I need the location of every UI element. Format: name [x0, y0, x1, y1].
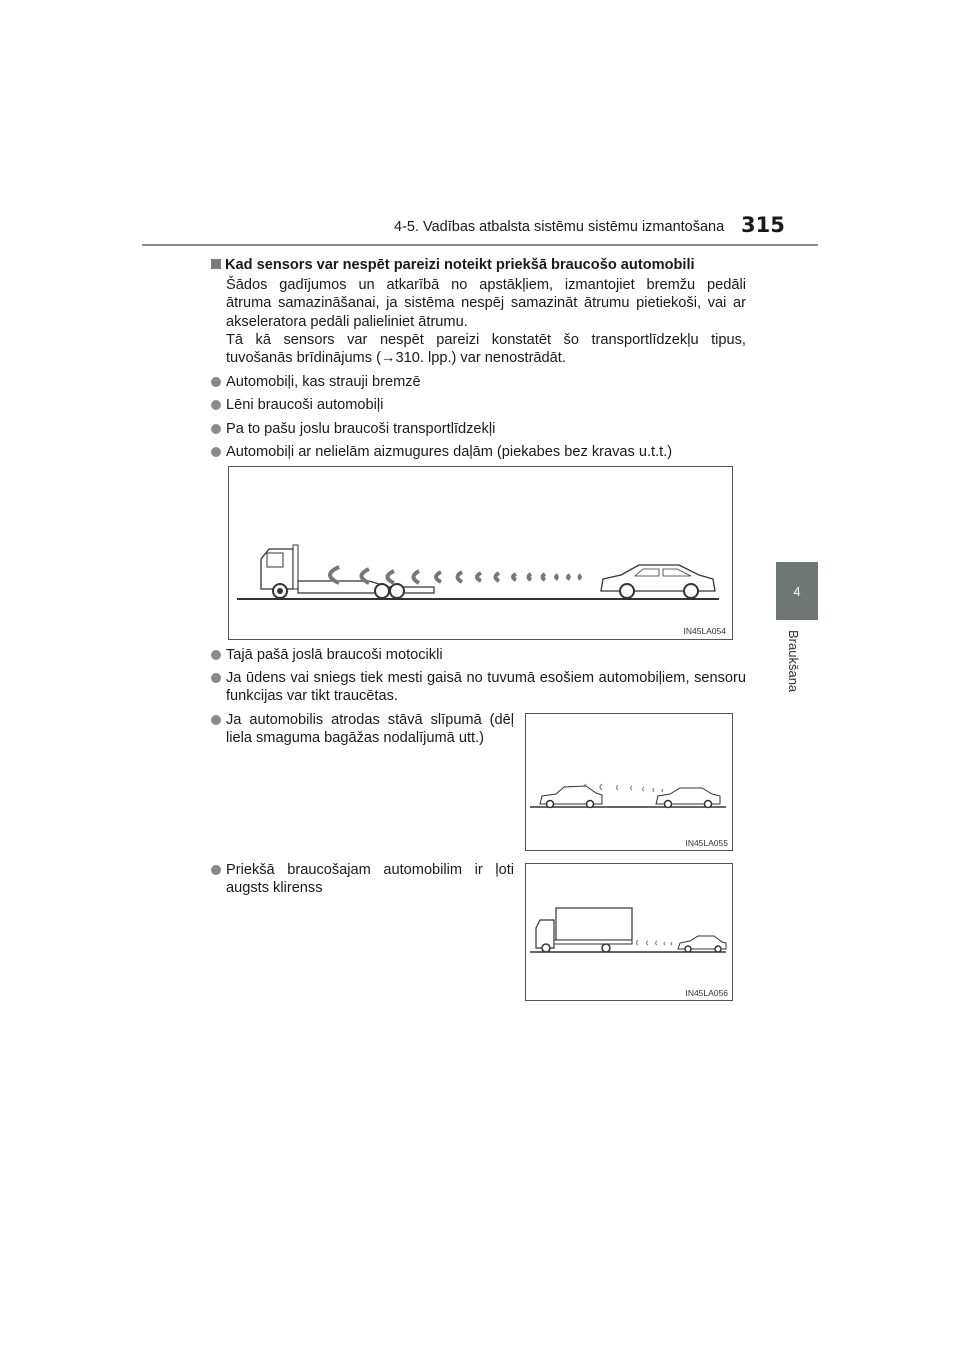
list-item: Ja ūdens vai sniegs tiek mesti gaisā no tuvumā esošiem automobiļiem, sensoru funkcijas var tikt traucētas.: [211, 669, 746, 705]
chapter-label: Braukšana: [786, 630, 801, 693]
paragraph-line: akseleratora pedāli palieliniet ātrumu.: [226, 313, 468, 330]
bullet-dot-icon: [211, 377, 221, 387]
slope-item: Ja automobilis atrodas stāvā slīpumā (dēļ liela smaguma bagāžas nodalījumā utt.): [211, 711, 514, 747]
slope-illustration: [526, 714, 732, 850]
paragraph-line: Tā kā sensors var nespēt pareizi konstatēt šo transportlīdzekļu tipus,: [226, 331, 746, 348]
main-content: [211, 256, 746, 461]
clearance-illustration: [526, 864, 732, 1000]
intro-paragraph: [226, 276, 746, 367]
figure-slope: [525, 713, 733, 851]
chapter-number: 4: [793, 583, 801, 599]
paragraph-line: Šādos gadījumos un atkarībā no apstākļiem, izmantojiet bremžu pedāli: [226, 277, 746, 294]
list-item: Lēni braucoši automobiļi: [211, 396, 746, 414]
clearance-item: Priekšā braucošajam automobilim ir ļoti augsts klirenss: [211, 861, 514, 897]
subhead-text: Kad sensors var nespēt pareizi noteikt priekšā braucošo automobili: [225, 257, 695, 273]
bullet-dot-icon: [211, 650, 221, 660]
figure-trailer: [228, 466, 733, 640]
bullet-dot-icon: [211, 400, 221, 410]
bullet-dot-icon: [211, 865, 221, 875]
square-bullet-icon: [211, 259, 221, 269]
bullet-dot-icon: [211, 447, 221, 457]
header-section: 4-5. Vadības atbalsta sistēmu sistēmu izmantošana: [394, 219, 725, 235]
figure-id: IN45LA055: [685, 838, 728, 848]
chapter-tab: [776, 562, 818, 620]
subhead: [211, 256, 746, 274]
bullet-dot-icon: [211, 715, 221, 725]
list-item: Pa to pašu joslu braucoši transportlīdzekļi: [211, 420, 746, 438]
figure-id: IN45LA056: [685, 988, 728, 998]
running-header: [394, 219, 724, 235]
list-item: Automobiļi, kas strauji bremzē: [211, 373, 746, 391]
trailer-illustration: [229, 467, 732, 639]
header-rule: [142, 244, 818, 246]
list-item: Tajā pašā joslā braucoši motocikli: [211, 646, 746, 664]
paragraph-line: ātruma samazināšanai, ja sistēma nespēj samazināt ātrumu pietiekoši, vai ar: [226, 295, 746, 312]
figure-clearance: [525, 863, 733, 1001]
list-item: Automobiļi ar nelielām aizmugures daļām (piekabes bez kravas u.t.t.): [211, 443, 746, 461]
bullet-dot-icon: [211, 424, 221, 434]
bullet-dot-icon: [211, 673, 221, 683]
middle-bullets: [211, 646, 746, 706]
figure-id: IN45LA054: [683, 626, 726, 636]
page-number: 315: [741, 213, 785, 237]
paragraph-line: tuvošanās brīdinājums (→310. lpp.) var nenostrādāt.: [226, 350, 566, 367]
